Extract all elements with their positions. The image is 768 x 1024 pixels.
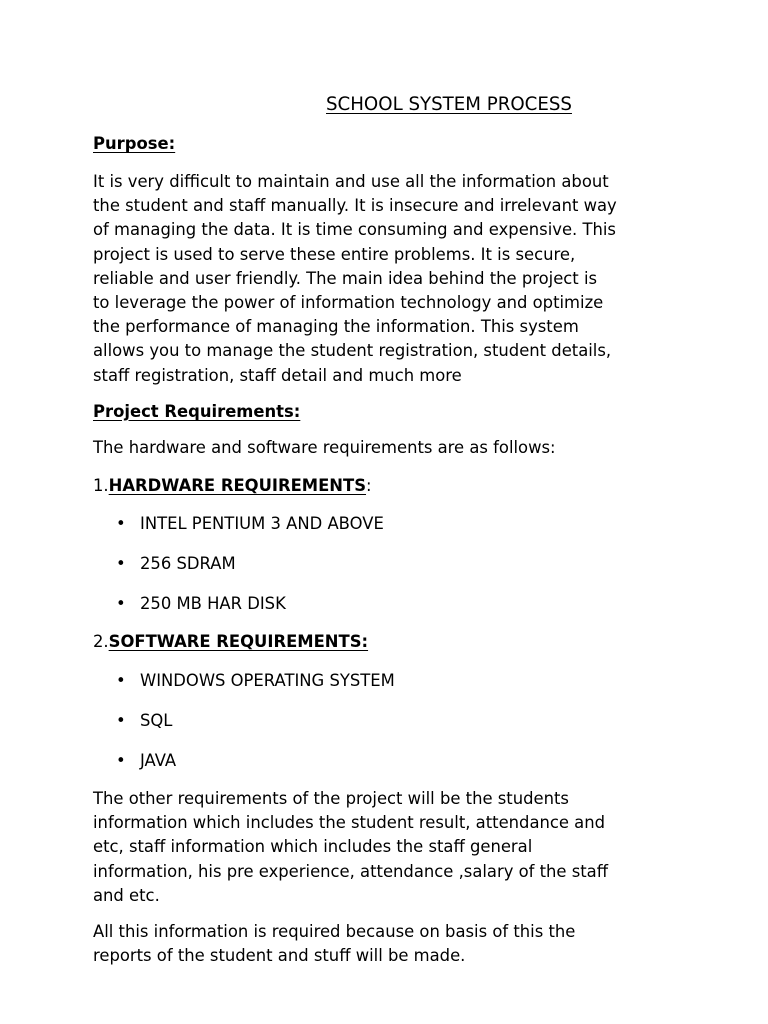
hardware-item-text: 250 MB HAR DISK xyxy=(140,594,286,613)
other-req-line: information, his pre experience, attendance ,salary of the staff xyxy=(93,861,609,881)
software-heading-text: SOFTWARE REQUIREMENTS: xyxy=(108,632,369,651)
software-item-text: WINDOWS OPERATING SYSTEM xyxy=(140,671,395,690)
software-item-text: SQL xyxy=(140,711,173,730)
hardware-requirements-heading xyxy=(93,474,693,498)
bullet-icon: • xyxy=(116,594,126,613)
hardware-list-item xyxy=(116,512,384,536)
document-title-text: SCHOOL SYSTEM PROCESS xyxy=(326,94,572,115)
hardware-heading-text: HARDWARE REQUIREMENTS xyxy=(108,476,367,495)
purpose-line: allows you to manage the student registration, student details, xyxy=(93,341,612,361)
bullet-icon: • xyxy=(116,671,126,690)
other-req-line: and etc. xyxy=(93,885,160,905)
other-req-line: information which includes the student result, attendance and xyxy=(93,813,606,833)
purpose-line: of managing the data. It is time consuming and expensive. This xyxy=(93,220,616,240)
bullet-icon: • xyxy=(116,711,126,730)
purpose-paragraph xyxy=(93,170,693,388)
other-requirements-paragraph xyxy=(93,787,693,908)
purpose-line: It is very difficult to maintain and use all the information about xyxy=(93,172,609,191)
purpose-line: reliable and user friendly. The main idea behind the project is xyxy=(93,268,598,288)
closing-line: All this information is required because on basis of this the xyxy=(93,922,576,941)
project-requirements-heading: Project Requirements: xyxy=(93,402,301,421)
other-req-line: The other requirements of the project will be the students xyxy=(93,789,569,808)
hardware-item-text: 256 SDRAM xyxy=(140,554,236,573)
purpose-line: the student and staff manually. It is insecure and irrelevant way xyxy=(93,196,617,216)
document-title xyxy=(0,92,768,118)
project-requirements-intro: The hardware and software requirements are as follows: xyxy=(93,438,556,457)
software-requirements-heading xyxy=(93,630,693,654)
software-number: 2. xyxy=(93,632,109,651)
closing-line: reports of the student and stuff will be made. xyxy=(93,946,466,966)
closing-paragraph xyxy=(93,920,693,968)
purpose-line: to leverage the power of information technology and optimize xyxy=(93,293,604,313)
software-list-item xyxy=(116,669,395,693)
hardware-item-text: INTEL PENTIUM 3 AND ABOVE xyxy=(140,514,384,533)
hardware-number: 1. xyxy=(93,476,109,495)
bullet-icon: • xyxy=(116,751,126,770)
software-list-item xyxy=(116,749,176,773)
purpose-heading: Purpose: xyxy=(93,134,176,153)
purpose-line: the performance of managing the information. This system xyxy=(93,317,579,337)
other-req-line: etc, staff information which includes the staff general xyxy=(93,837,533,857)
purpose-line: staff registration, staff detail and much more xyxy=(93,365,462,385)
software-list-item xyxy=(116,709,172,733)
bullet-icon: • xyxy=(116,514,126,533)
hardware-list-item xyxy=(116,552,236,576)
bullet-icon: • xyxy=(116,554,126,573)
purpose-line: project is used to serve these entire problems. It is secure, xyxy=(93,244,576,264)
hardware-heading-suffix: : xyxy=(366,476,372,495)
software-item-text: JAVA xyxy=(140,751,177,770)
hardware-list-item xyxy=(116,592,286,616)
